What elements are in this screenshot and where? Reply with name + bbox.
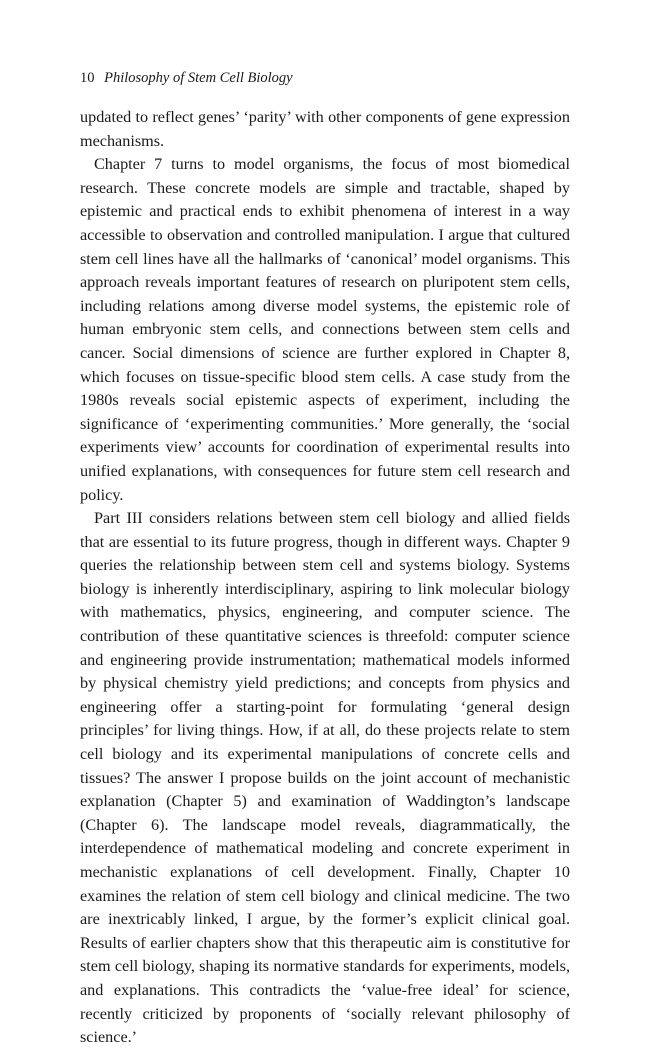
- page-number: 10: [80, 70, 95, 86]
- body-text: [80, 106, 570, 1050]
- running-head: [80, 69, 293, 87]
- paragraph-part-3: Part III considers relations between stem cell biology and allied fields that are essential to its future progress, though in different ways. Chapter 9 queries the relationship between stem cell and systems biology. Systems biology is inherently interdisciplinary, aspiring to link molecular biology with mathematics, physics, engineering, and computer science. The contribution of these quantitative sciences is threefold: computer science and engineering provide instrumentation; mathematical models informed by physical chemistry yield predictions; and concepts from physics and engineering offer a starting-point for formulating ‘general design principles’ for living things. How, if at all, do these projects relate to stem cell biology and its experimental manipulations of concrete cells and tissues? The answer I propose builds on the joint account of mechanistic explanation (Chapter 5) and examination of Waddington’s landscape (Chapter 6). The landscape model reveals, diagrammatically, the interdependence of mathematical modeling and concrete experiment in mechanistic explanations of cell development. Finally, Chapter 10 examines the relation of stem cell biology and clinical medicine. The two are inextricably linked, I argue, by the former’s explicit clinical goal. Results of earlier chapters show that this therapeutic aim is constitutive for stem cell biology, shaping its normative standards for experiments, models, and explanations. This contradicts the ‘value-free ideal’ for science, recently criticized by proponents of ‘socially relevant philosophy of science.’: [80, 509, 570, 1047]
- paragraph-continued: updated to reflect genes’ ‘parity’ with other components of gene expression mechanisms.: [80, 108, 570, 150]
- paragraph-chapter-7: Chapter 7 turns to model organisms, the focus of most biomedical research. These concrete models are simple and tractable, shaped by epistemic and practical ends to exhibit phenomena of interest in a way accessible to observation and controlled manipulation. I argue that cultured stem cell lines have all the hallmarks of ‘canonical’ model organisms. This approach reveals important features of research on pluripotent stem cells, including relations among diverse model systems, the epistemic role of human embryonic stem cells, and connections between stem cells and cancer. Social dimensions of science are further explored in Chapter 8, which focuses on tissue-specific blood stem cells. A case study from the 1980s reveals social epistemic aspects of experiment, including the significance of ‘experimenting communities.’ More generally, the ‘social experiments view’ accounts for coordination of experimental results into unified explanations, with consequences for future stem cell research and policy.: [80, 155, 570, 504]
- book-title: Philosophy of Stem Cell Biology: [104, 70, 293, 86]
